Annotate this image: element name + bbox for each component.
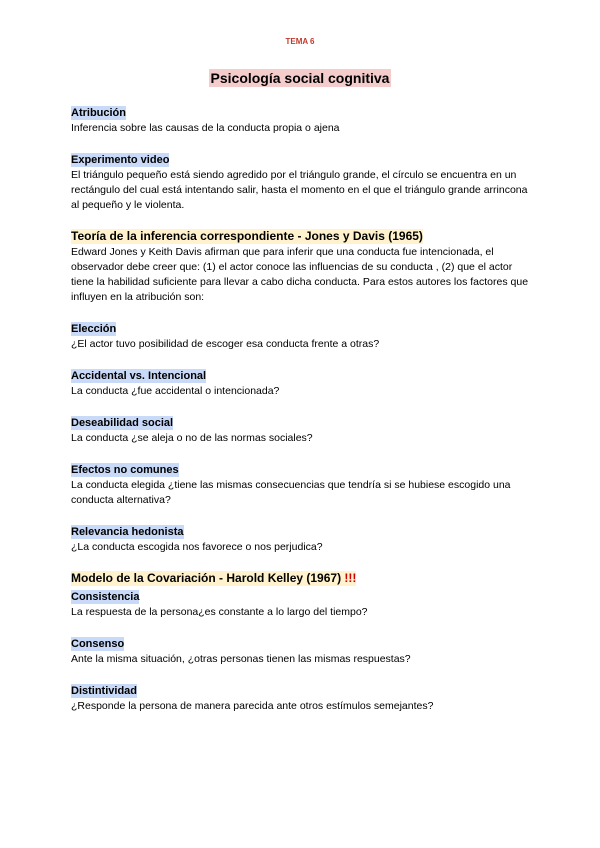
section-experimento-video <box>71 150 531 213</box>
section-text: Ante la misma situación, ¿otras personas tienen las mismas respuestas? <box>71 653 411 665</box>
section-text: Inferencia sobre las causas de la conducta propia o ajena <box>71 122 340 134</box>
section-text: ¿Responde la persona de manera parecida ante otros estímulos semejantes? <box>71 700 434 712</box>
section-eleccion <box>71 319 531 352</box>
section-heading-major: Teoría de la inferencia correspondiente - Jones y Davis (1965) <box>71 229 423 243</box>
section-deseabilidad-social <box>71 413 531 446</box>
section-heading: Distintividad <box>71 685 138 697</box>
section-text: La conducta ¿se aleja o no de las normas sociales? <box>71 432 313 444</box>
section-text: ¿El actor tuvo posibilidad de escoger esa conducta frente a otras? <box>71 338 380 350</box>
section-heading: Consenso <box>71 638 125 650</box>
section-heading-major <box>71 571 356 586</box>
section-heading: Relevancia hedonista <box>71 526 184 538</box>
section-consistencia <box>71 587 531 620</box>
section-distintividad <box>71 681 531 714</box>
section-text: La conducta elegida ¿tiene las mismas consecuencias que tendría si se hubiese escogido una conducta alternativa? <box>71 479 511 506</box>
section-relevancia-hedonista <box>71 522 531 555</box>
section-teoria-inferencia <box>71 227 531 305</box>
section-consenso <box>71 634 531 667</box>
section-heading: Deseabilidad social <box>71 417 174 429</box>
section-accidental-intencional <box>71 366 531 399</box>
section-text: La conducta ¿fue accidental o intencionada? <box>71 385 280 397</box>
section-text: ¿La conducta escogida nos favorece o nos perjudica? <box>71 541 323 553</box>
section-heading-text: Modelo de la Covariación - Harold Kelley (1967) <box>71 571 342 585</box>
section-text: Edward Jones y Keith Davis afirman que para inferir que una conducta fue intencionada, el observador debe creer que: (1) el actor conoce las influencias de su conducta , (2) que el actor tiene la habilidad suficiente para llevar a cabo dicha conducta. Para estos autores los factores que influyen en la atribución son: <box>71 246 529 303</box>
document-header-label: TEMA 6 <box>285 37 315 46</box>
section-modelo-covariacion <box>71 569 531 587</box>
section-atribucion <box>71 103 531 136</box>
section-heading: Experimento video <box>71 154 170 166</box>
section-heading: Accidental vs. Intencional <box>71 370 207 382</box>
section-heading: Atribución <box>71 107 126 119</box>
section-text: El triángulo pequeño está siendo agredido por el triángulo grande, el círculo se encuentra en un rectángulo del cual está intentando salir, hasta el momento en el que el triángulo grande arrincona al pequeño y le violenta. <box>71 169 528 211</box>
section-text: La respuesta de la persona¿es constante a lo largo del tiempo? <box>71 606 368 618</box>
section-heading: Elección <box>71 323 117 335</box>
emphasis-mark: !!! <box>344 571 357 585</box>
section-efectos-no-comunes <box>71 460 531 508</box>
document-body <box>71 103 531 728</box>
section-heading: Consistencia <box>71 591 140 603</box>
section-heading: Efectos no comunes <box>71 464 179 476</box>
page-title-wrapper <box>0 70 600 88</box>
page-title: Psicología social cognitiva <box>210 70 390 86</box>
